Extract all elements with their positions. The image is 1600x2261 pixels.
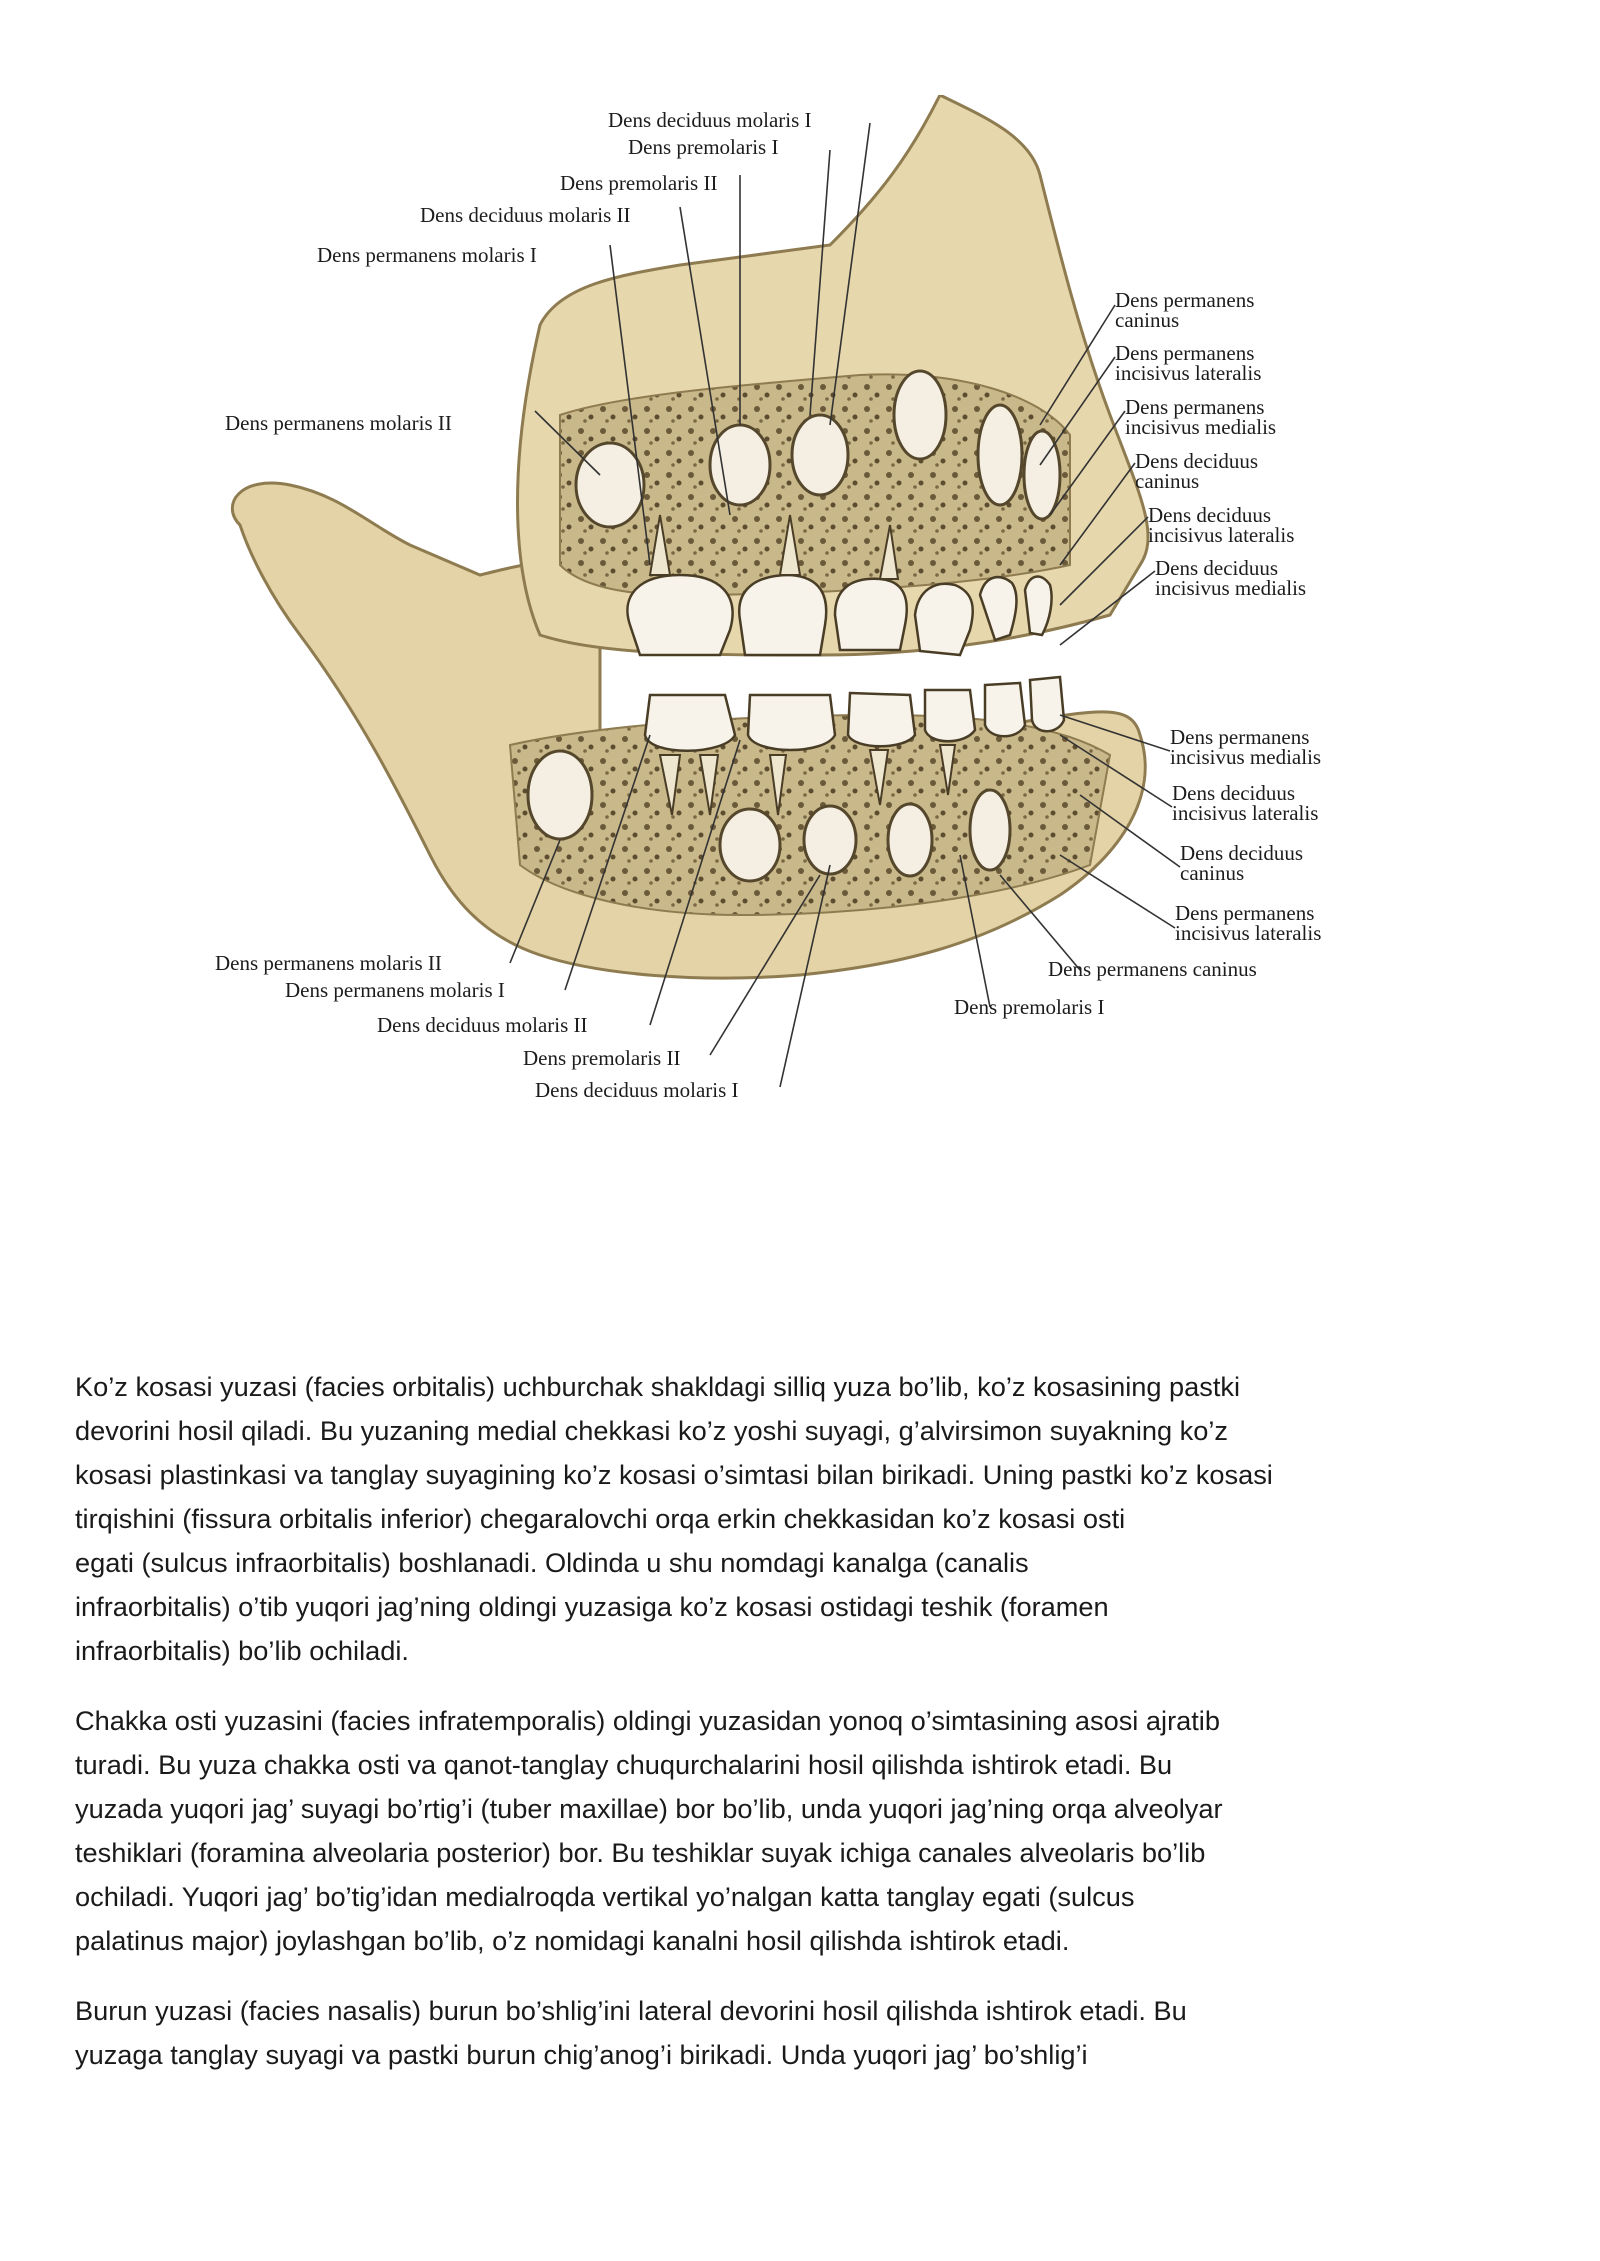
text-line: infraorbitalis) o’tib yuqori jag’ning oldingi yuzasiga ko’z kosasi ostidagi teshik (foramen [75,1591,1109,1622]
text-line: tirqishini (fissura orbitalis inferior) chegaralovchi orqa erkin chekkasidan ko’z kosasi osti [75,1503,1126,1534]
label-lower-permanent-molar-1: Dens permanens molaris I [285,978,505,1002]
label-upper-permanent-medial-incisor: Dens permanens incisivus medialis [1125,395,1277,439]
label-lower-permanent-canine: Dens permanens caninus [1048,957,1257,981]
label-upper-deciduous-molar-1: Dens deciduus molaris I [608,108,812,132]
label-lower-permanent-medial-incisor: Dens permanens incisivus medialis [1170,725,1322,769]
body-text [75,1365,1535,2103]
label-upper-permanent-molar-1: Dens permanens molaris I [317,243,537,267]
paragraph-facies-orbitalis [75,1365,1535,1673]
label-lower-deciduous-molar-2: Dens deciduus molaris II [377,1013,588,1037]
label-lower-permanent-molar-2: Dens permanens molaris II [215,951,442,975]
text-line: yuzaga tanglay suyagi va pastki burun chig’anog’i birikadi. Unda yuqori jag’ bo’shlig’i [75,2039,1088,2070]
label-lower-permanent-lateral-incisor: Dens permanens incisivus lateralis [1175,901,1322,945]
text-line: Chakka osti yuzasini (facies infratemporalis) oldingi yuzasidan yonoq o’simtasining asosi ajratib [75,1705,1220,1736]
label-upper-deciduous-lateral-incisor: Dens deciduus incisivus lateralis [1148,503,1295,547]
text-line: teshiklari (foramina alveolaria posterior) bor. Bu teshiklar suyak ichiga canales alveolaris bo’lib [75,1837,1206,1868]
text-line: devorini hosil qiladi. Bu yuzaning medial chekkasi ko’z yoshi suyagi, g’alvirsimon suyakning ko’z [75,1415,1229,1446]
text-line: kosasi plastinkasi va tanglay suyagining ko’z kosasi o’simtasi bilan birikadi. Uning pastki ko’z kosasi [75,1459,1273,1490]
label-upper-permanent-lateral-incisor: Dens permanens incisivus lateralis [1115,341,1262,385]
text-line: egati (sulcus infraorbitalis) boshlanadi. Oldinda u shu nomdagi kanalga (canalis [75,1547,1029,1578]
text-line: palatinus major) joylashgan bo’lib, o’z nomidagi kanalni hosil qilishda ishtirok etadi. [75,1925,1070,1956]
text-line: Burun yuzasi (facies nasalis) burun bo’shlig’ini lateral devorini hosil qilishda ishtirok etadi. Bu [75,1995,1187,2026]
text-line: infraorbitalis) bo’lib ochiladi. [75,1635,409,1666]
label-upper-deciduous-canine: Dens deciduus caninus [1135,449,1259,493]
label-lower-premolar-1: Dens premolaris I [954,995,1105,1019]
text-line: yuzada yuqori jag’ suyagi bo’rtig’i (tuber maxillae) bor bo’lib, unda yuqori jag’ning orqa alveolyar [75,1793,1223,1824]
paragraph-facies-infratemporalis [75,1699,1535,1963]
label-lower-deciduous-molar-1: Dens deciduus molaris I [535,1078,739,1102]
text-line: Ko’z kosasi yuzasi (facies orbitalis) uchburchak shakldagi silliq yuza bo’lib, ko’z kosasining pastki [75,1371,1241,1402]
label-upper-deciduous-medial-incisor: Dens deciduus incisivus medialis [1155,556,1307,600]
label-lower-premolar-2: Dens premolaris II [523,1046,681,1070]
label-lower-deciduous-canine: Dens deciduus caninus [1180,841,1304,885]
label-upper-premolar-2: Dens premolaris II [560,171,718,195]
text-line: ochiladi. Yuqori jag’ bo’tig’idan medialroqda vertikal yo’nalgan katta tanglay egati (sulcus [75,1881,1135,1912]
label-upper-deciduous-molar-2: Dens deciduus molaris II [420,203,631,227]
label-upper-premolar-1: Dens premolaris I [628,135,779,159]
label-upper-permanent-molar-2: Dens permanens molaris II [225,411,452,435]
text-line: turadi. Bu yuza chakka osti va qanot-tanglay chuqurchalarini hosil qilishda ishtirok etadi. Bu [75,1749,1173,1780]
label-lower-deciduous-lateral-incisor: Dens deciduus incisivus lateralis [1172,781,1319,825]
label-upper-permanent-canine: Dens permanens caninus [1115,288,1255,332]
paragraph-facies-nasalis [75,1989,1535,2077]
dental-anatomy-figure [180,95,1420,1150]
